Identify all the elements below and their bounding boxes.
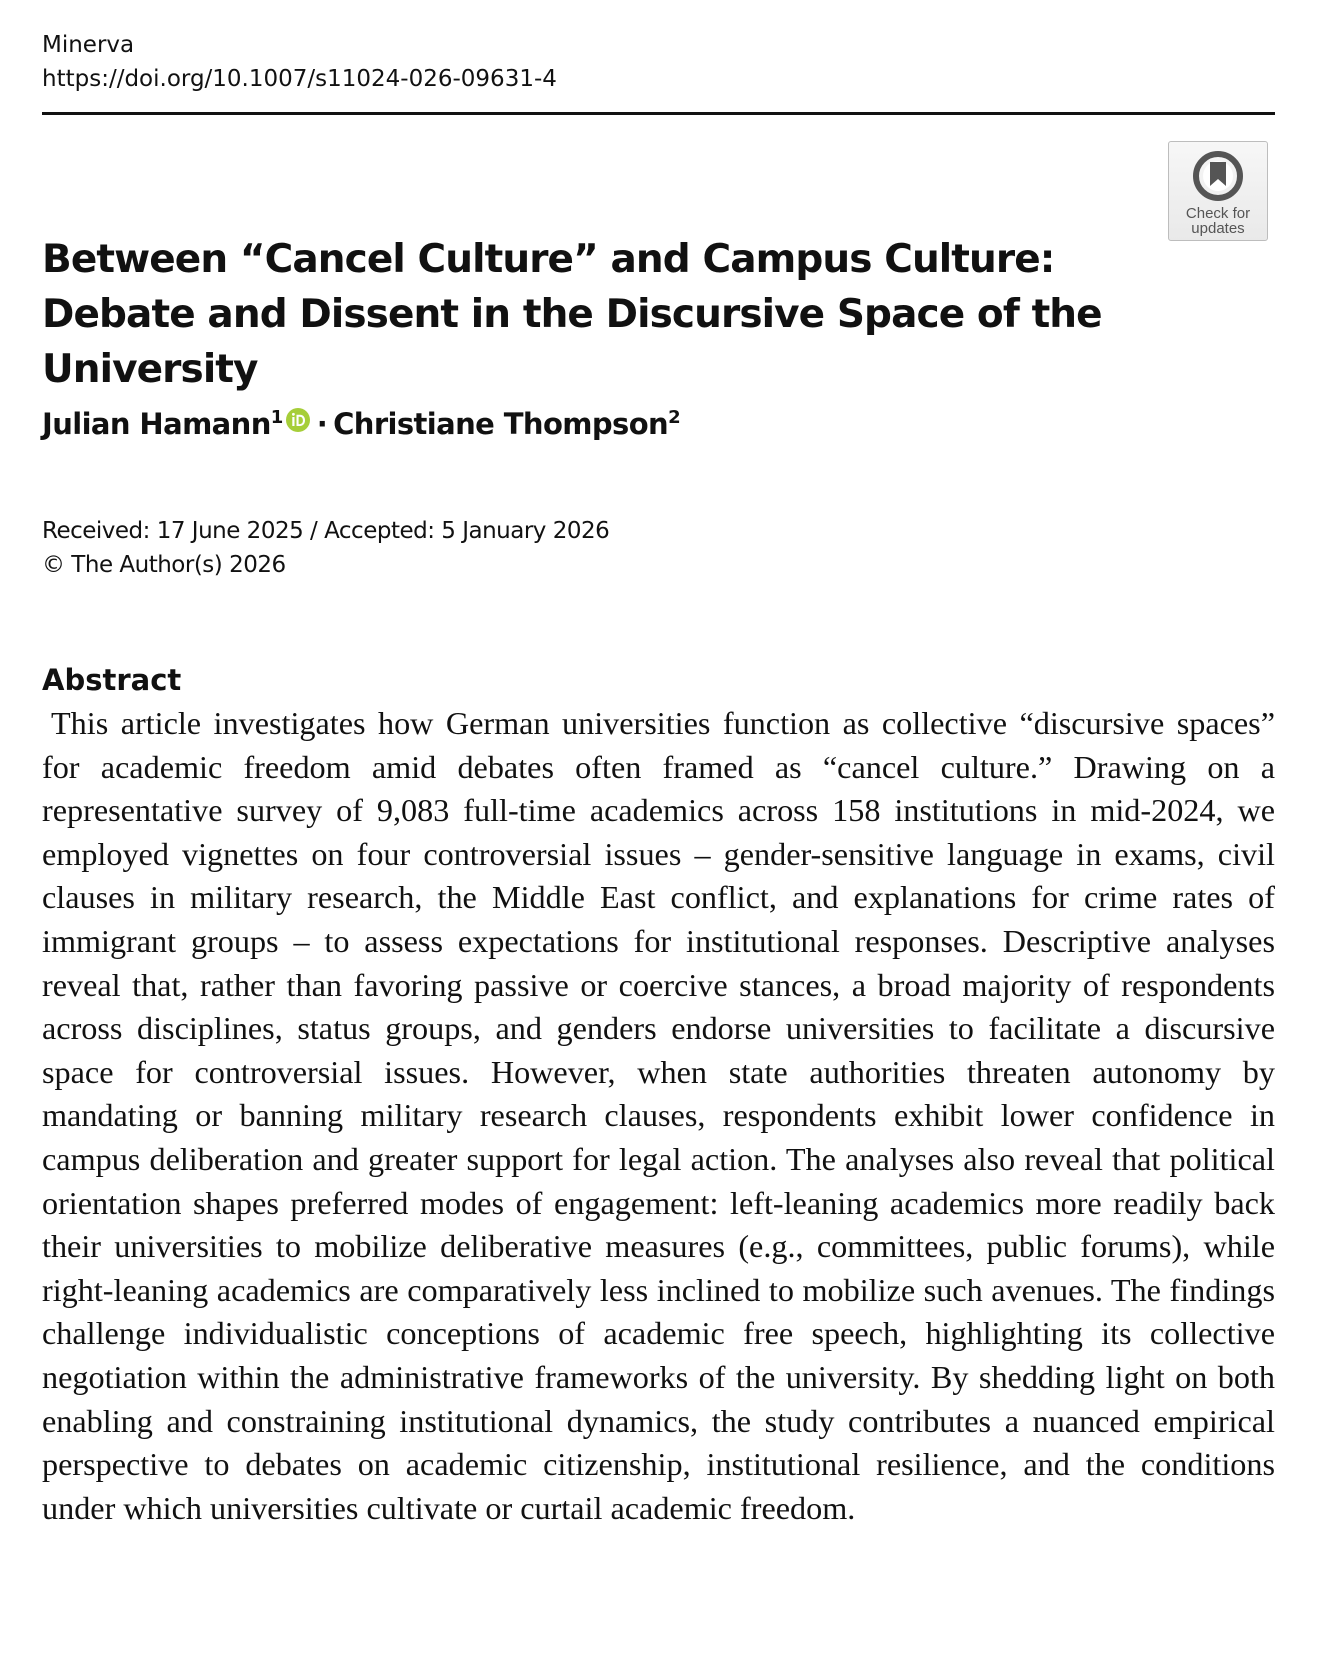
author-name[interactable]: Christiane Thompson <box>333 407 669 441</box>
check-for-updates-label: Check for updates <box>1185 205 1251 237</box>
article-title: Between “Cancel Culture” and Campus Culture: Debate and Dissent in the Discursive Space of the University <box>42 237 1102 392</box>
journal-name: Minerva <box>42 32 135 58</box>
affiliation-marker: 1 <box>270 407 283 428</box>
journal-header <box>42 28 557 96</box>
author-list <box>42 404 680 444</box>
abstract-heading: Abstract <box>42 663 182 697</box>
header-rule <box>42 112 1275 115</box>
publication-info <box>42 514 609 582</box>
author-separator: · <box>316 407 328 441</box>
orcid-icon[interactable] <box>285 407 311 433</box>
bookmark-ring-icon <box>1190 148 1246 204</box>
affiliation-marker: 2 <box>668 407 681 428</box>
check-for-updates-button[interactable] <box>1168 141 1268 241</box>
received-accepted-dates: Received: 17 June 2025 / Accepted: 5 January 2026 <box>42 518 610 544</box>
abstract-text: This article investigates how German universities function as collective “discursive spaces” for academic freedom amid debates often framed as “cancel culture.” Drawing on a representative survey of 9,083 full-time academics across 158 institutions in mid-2024, we employed vignettes on four controversial issues – gender-sensitive language in exams, civil clauses in military research, the Middle East conflict, and explanations for crime rates of immigrant groups – to assess expectations for institutional responses. Descriptive analyses reveal that, rather than favoring passive or coercive stances, a broad majority of respondents across disciplines, status groups, and genders endorse universities to facilitate a discursive space for controversial issues. However, when state authorities threaten autonomy by mandating or banning military research clauses, respondents exhibit lower confidence in campus deliberation and greater support for legal action. The analyses also reveal that political orientation shapes preferred modes of engagement: left-leaning academics more readily back their universities to mobilize deliberative measures (e.g., committees, public forums), while right-leaning academics are comparatively less inclined to mobilize such avenues. The findings challenge individualistic conceptions of academic free speech, highlighting its collective negotiation within the administrative frameworks of the university. By shedding light on both enabling and constraining institutional dynamics, the study contributes a nuanced empirical perspective to debates on academic citizenship, institutional resilience, and the conditions under which universities cultivate or curtail academic freedom. <box>42 705 1275 1526</box>
copyright-line: © The Author(s) 2026 <box>42 552 286 578</box>
doi-link[interactable]: https://doi.org/10.1007/s11024-026-09631-4 <box>42 66 557 92</box>
author-name[interactable]: Julian Hamann <box>42 407 271 441</box>
